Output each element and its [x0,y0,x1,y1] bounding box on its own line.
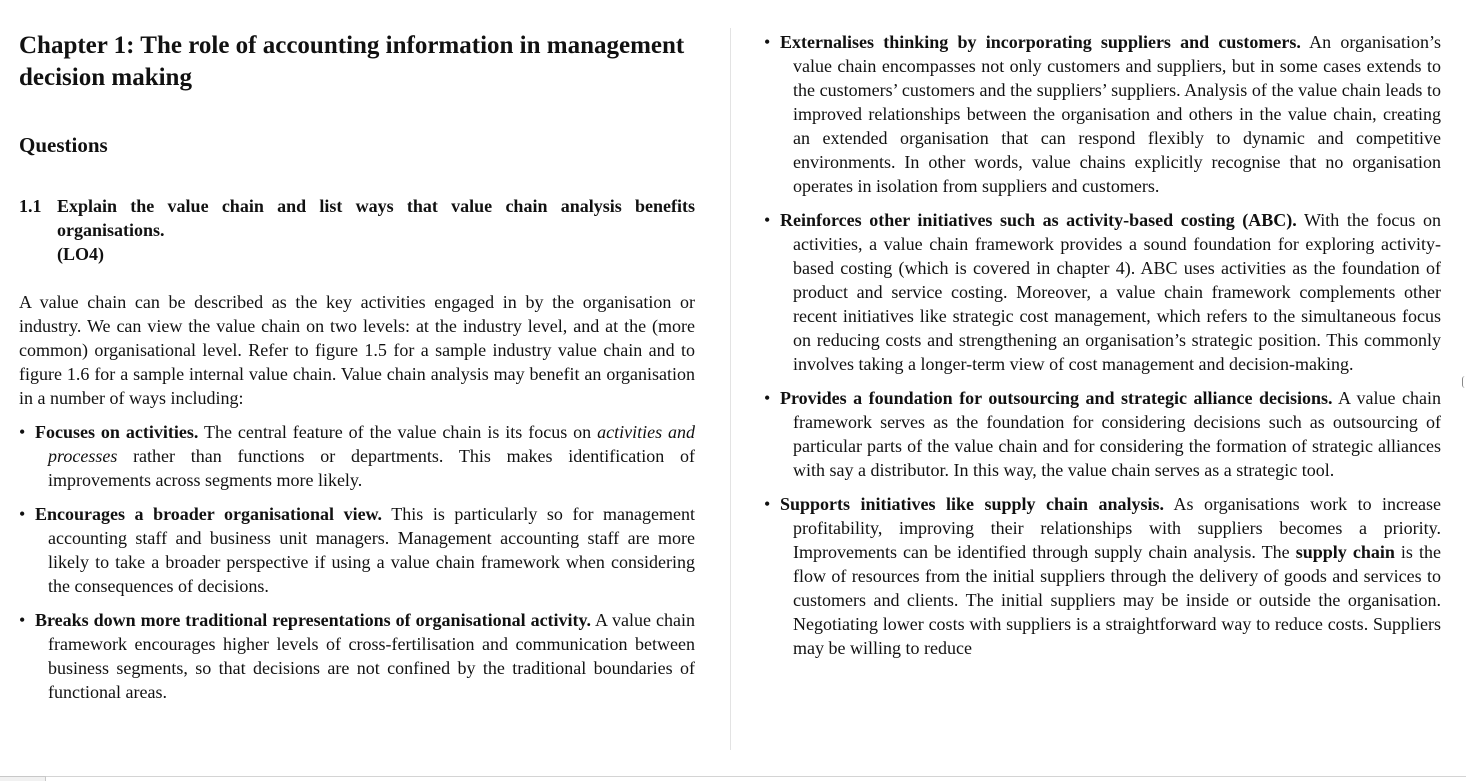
bullet-text: An organisation’s value chain encompasses not only customers and suppliers, but in some cases extends to the customers’ customers and the suppliers’ suppliers. Analysis of the value chain leads to improved relationships between the organisation and others in the value chain, creating an extended organisation that can respond flexibly to dynamic and competitive environments. In other words, value chains explicitly recognise that no organisation operates in isolation from suppliers and customers. [793,32,1441,196]
bullet-lead: Breaks down more traditional representations of organisational activity. [35,610,592,630]
bullet-lead: Externalises thinking by incorporating suppliers and customers. [780,32,1301,52]
bullet-text: As organisations work to increase profitability, improving their relationships with suppliers becomes a priority. Improvements can be identified through supply chain analysis. The [793,494,1442,562]
bullet-lead: Reinforces other initiatives such as activity-based costing (ABC). [780,210,1297,230]
bullet-text: The central feature of the value chain is its focus on [198,422,598,442]
bullet-text: A value chain framework serves as the foundation for considering decisions such as outsourcing of particular parts of the value chain and for considering the formation of strategic alliances with say a distributor. In this way, the value chain serves as a strategic tool. [793,388,1441,480]
right-column [764,0,1441,660]
bullet-icon: • [764,494,771,514]
question-body [57,194,695,266]
question-1-1 [19,194,695,266]
list-item [764,492,1441,660]
bullet-lead: Encourages a broader organisational view. [35,504,383,524]
bullet-icon: • [19,422,26,442]
intro-paragraph: A value chain can be described as the key activities engaged in by the organisation or industry. We can view the value chain on two levels: at the industry level, and at the (more common) organisational level. Refer to figure 1.5 for a sample industry value chain and to figure 1.6 for a sample internal value chain. Value chain analysis may benefit an organisation in a number of ways including: [19,292,695,408]
bullet-text: This is particularly so for management accounting staff and business unit managers. Management accounting staff are more likely to take a broader perspective if using a value chain framework when considering the consequences of decisions. [48,504,695,596]
bullet-icon: • [764,388,771,408]
column-divider [730,28,731,750]
bullet-text: is the flow of resources from the initial suppliers through the delivery of goods and services to customers and clients. The initial suppliers may be inside or outside the organisation. Negotiating lower costs with suppliers is a straightforward way to reduce costs. Suppliers may be willing to reduce [793,542,1441,658]
bullet-icon: • [764,210,771,230]
bullet-icon: • [19,610,26,630]
list-item [19,420,695,492]
list-item [19,502,695,598]
scroll-indicator[interactable] [1462,376,1466,388]
bullet-lead: Supports initiatives like supply chain analysis. [780,494,1164,514]
bullet-lead: Focuses on activities. [35,422,199,442]
list-item [764,386,1441,482]
bullet-icon: • [19,504,26,524]
chapter-title: Chapter 1: The role of accounting information in management decision making [19,32,685,91]
bullet-text: With the focus on activities, a value chain framework provides a sound foundation for exploring activity-based costing (which is covered in chapter 4). ABC uses activities as the foundation of product and service costing. Moreover, a value chain framework complements other recent initiatives like strategic cost management, which refers to the simultaneous focus on reducing costs and strengthening an organisation’s strategic position. This commonly involves taking a longer-term view of cost management and decision-making. [793,210,1441,374]
right-bullet-list [764,30,1441,660]
list-item [19,608,695,704]
list-item [764,208,1441,376]
bullet-text: A value chain framework encourages higher levels of cross-fertilisation and communication between business segments, so that decisions are not confined by the traditional boundaries of functional areas. [48,610,695,702]
page-tab[interactable] [0,776,46,781]
bullet-bold: supply chain [1295,542,1395,562]
learning-outcome: (LO4) [57,244,104,264]
question-text: Explain the value chain and list ways that value chain analysis benefits organisations. [57,196,695,240]
list-item [764,30,1441,198]
left-bullet-list [19,420,695,704]
bullet-icon: • [764,32,771,52]
bullet-italic: activities and processes [48,422,696,466]
left-column [19,0,695,704]
bullet-lead: Provides a foundation for outsourcing and strategic alliance decisions. [780,388,1333,408]
question-number: 1.1 [19,196,42,216]
section-title: Questions [19,133,108,157]
bottom-rule [0,776,1466,777]
bullet-text: rather than functions or departments. This makes identification of improvements across segments more likely. [48,446,695,490]
